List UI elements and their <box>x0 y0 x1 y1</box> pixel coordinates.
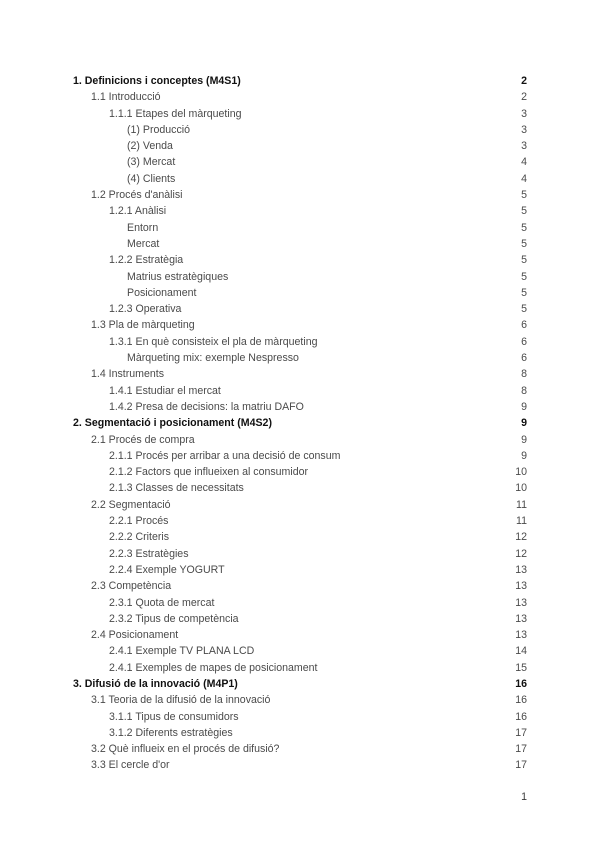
toc-entry-page: 5 <box>521 221 527 234</box>
toc-entry-page: 5 <box>521 254 527 267</box>
toc-entry-page: 5 <box>521 189 527 202</box>
toc-entry-page: 9 <box>521 400 527 413</box>
toc-entry[interactable] <box>0 73 600 89</box>
toc-entry-title: 1.4.2 Presa de decisions: la matriu DAFO <box>109 400 304 413</box>
toc-entry-page: 5 <box>521 270 527 283</box>
toc-entry-title: 2.2.4 Exemple YOGURT <box>109 563 225 576</box>
toc-entry[interactable] <box>0 122 600 138</box>
toc-entry-page: 13 <box>515 629 527 642</box>
toc-entry-page: 9 <box>521 417 527 430</box>
toc-entry-page: 17 <box>515 759 527 772</box>
toc-entry-title: Màrqueting mix: exemple Nespresso <box>127 352 299 365</box>
toc-entry-page: 8 <box>521 384 527 397</box>
toc-entry-title: 1.2.2 Estratègia <box>109 254 184 267</box>
toc-entry[interactable] <box>0 643 600 659</box>
toc-entry-title: 3. Difusió de la innovació (M4P1) <box>73 677 238 690</box>
toc-entry-page: 17 <box>515 726 527 739</box>
toc-entry-title: 2.2 Segmentació <box>91 498 171 511</box>
toc-entry-page: 11 <box>516 498 527 511</box>
toc-entry-title: Mercat <box>127 237 160 250</box>
toc-entry[interactable] <box>0 725 600 741</box>
toc-entry[interactable] <box>0 578 600 594</box>
toc-entry-page: 10 <box>515 482 527 495</box>
toc-entry-title: 3.1.1 Tipus de consumidors <box>109 710 239 723</box>
toc-entry-page: 3 <box>521 123 527 136</box>
toc-entry-page: 6 <box>521 335 527 348</box>
toc-entry-page: 12 <box>515 547 527 560</box>
toc-entry-title: 2. Segmentació i posicionament (M4S2) <box>73 417 272 430</box>
toc-entry-title: (1) Producció <box>127 123 190 136</box>
toc-entry-title: 3.3 El cercle d'or <box>91 759 170 772</box>
toc-entry[interactable] <box>0 562 600 578</box>
toc-entry-page: 13 <box>515 612 527 625</box>
toc-entry-title: 2.3.1 Quota de mercat <box>109 596 215 609</box>
toc-entry-title: 2.2.2 Criteris <box>109 531 170 544</box>
toc-entry[interactable] <box>0 350 600 366</box>
toc-entry-page: 3 <box>521 140 527 153</box>
toc-entry-title: 2.1.1 Procés per arribar a una decisió de consum <box>109 449 341 462</box>
toc-entry[interactable] <box>0 285 600 301</box>
toc-entry-title: 2.2.1 Procés <box>109 515 169 528</box>
toc-entry-title: 2.3 Competència <box>91 580 172 593</box>
toc-entry[interactable] <box>0 154 600 170</box>
toc-entry[interactable] <box>0 415 600 431</box>
toc-entry-title: 1.2 Procés d'anàlisi <box>91 189 183 202</box>
toc-entry-page: 16 <box>515 677 527 690</box>
toc-entry-page: 5 <box>521 205 527 218</box>
toc-entry[interactable] <box>0 464 600 480</box>
toc-entry[interactable] <box>0 660 600 676</box>
toc-entry[interactable] <box>0 757 600 773</box>
toc-entry-title: 2.4 Posicionament <box>91 629 179 642</box>
toc-entry-page: 5 <box>521 303 527 316</box>
toc-entry-page: 15 <box>515 661 527 674</box>
toc-entry-page: 6 <box>521 319 527 332</box>
toc-entry-title: 2.4.1 Exemples de mapes de posicionament <box>109 661 318 674</box>
toc-entry-page: 5 <box>521 286 527 299</box>
toc-entry-page: 13 <box>515 563 527 576</box>
toc-entry-page: 16 <box>515 710 527 723</box>
toc-entry[interactable] <box>0 171 600 187</box>
toc-entry-page: 2 <box>521 91 527 104</box>
toc-entry[interactable] <box>0 383 600 399</box>
toc-entry-title: 1.3 Pla de màrqueting <box>91 319 195 332</box>
toc-entry-title: Matrius estratègiques <box>127 270 229 283</box>
toc-entry-page: 9 <box>521 449 527 462</box>
toc-entry[interactable] <box>0 432 600 448</box>
toc-entry-page: 11 <box>516 515 527 528</box>
toc-entry[interactable] <box>0 301 600 317</box>
toc-entry-page: 16 <box>515 694 527 707</box>
toc-entry-page: 9 <box>521 433 527 446</box>
toc-entry-page: 14 <box>515 645 527 658</box>
toc-entry-title: 2.1.3 Classes de necessitats <box>109 482 244 495</box>
toc-entry[interactable] <box>0 741 600 757</box>
toc-entry[interactable] <box>0 366 600 382</box>
toc-entry-title: 3.1 Teoria de la difusió de la innovació <box>91 694 271 707</box>
toc-entry-page: 4 <box>521 156 527 169</box>
toc-entry[interactable] <box>0 317 600 333</box>
toc-entry[interactable] <box>0 220 600 236</box>
toc-entry[interactable] <box>0 692 600 708</box>
toc-entry[interactable] <box>0 89 600 105</box>
toc-entry-title: 2.1.2 Factors que influeixen al consumidor <box>109 466 309 479</box>
toc-entry-title: 1.3.1 En què consisteix el pla de màrqueting <box>109 335 318 348</box>
toc-entry-title: 2.2.3 Estratègies <box>109 547 189 560</box>
toc-entry-title: 3.2 Què influeix en el procés de difusió? <box>91 743 280 756</box>
toc-entry-title: (2) Venda <box>127 140 173 153</box>
toc-entry-page: 6 <box>521 352 527 365</box>
toc-entry[interactable] <box>0 497 600 513</box>
toc-entry[interactable] <box>0 595 600 611</box>
toc-entry-title: 1.1.1 Etapes del màrqueting <box>109 107 242 120</box>
toc-entry[interactable] <box>0 138 600 154</box>
toc-entry-page: 8 <box>521 368 527 381</box>
toc-entry[interactable] <box>0 236 600 252</box>
page-number: 1 <box>521 791 527 803</box>
toc-entry[interactable] <box>0 709 600 725</box>
table-of-contents <box>0 73 600 774</box>
toc-entry-title: 1.4.1 Estudiar el mercat <box>109 384 221 397</box>
toc-entry-page: 12 <box>515 531 527 544</box>
toc-entry[interactable] <box>0 106 600 122</box>
toc-entry[interactable] <box>0 269 600 285</box>
toc-entry-title: 3.1.2 Diferents estratègies <box>109 726 233 739</box>
toc-entry[interactable] <box>0 627 600 643</box>
toc-entry-title: 2.1 Procés de compra <box>91 433 195 446</box>
toc-entry-title: 1.2.3 Operativa <box>109 303 182 316</box>
toc-entry-title: Entorn <box>127 221 159 234</box>
toc-entry-title: 1.2.1 Anàlisi <box>109 205 167 218</box>
toc-entry-title: (3) Mercat <box>127 156 176 169</box>
toc-entry-title: Posicionament <box>127 286 197 299</box>
toc-entry[interactable] <box>0 448 600 464</box>
toc-entry[interactable] <box>0 187 600 203</box>
toc-entry[interactable] <box>0 203 600 219</box>
toc-entry[interactable] <box>0 546 600 562</box>
toc-entry[interactable] <box>0 399 600 415</box>
toc-entry-page: 17 <box>515 743 527 756</box>
toc-entry-title: 1.1 Introducció <box>91 91 161 104</box>
toc-entry-title: 1. Definicions i conceptes (M4S1) <box>73 75 241 87</box>
toc-entry[interactable] <box>0 529 600 545</box>
toc-entry-title: (4) Clients <box>127 172 176 185</box>
toc-entry[interactable] <box>0 252 600 268</box>
toc-entry[interactable] <box>0 513 600 529</box>
toc-entry-page: 3 <box>521 107 527 120</box>
toc-entry-title: 1.4 Instruments <box>91 368 165 381</box>
toc-entry-page: 5 <box>521 237 527 250</box>
toc-entry-title: 2.4.1 Exemple TV PLANA LCD <box>109 645 255 658</box>
toc-entry-page: 13 <box>515 580 527 593</box>
toc-entry[interactable] <box>0 480 600 496</box>
toc-entry[interactable] <box>0 611 600 627</box>
toc-entry-page: 13 <box>515 596 527 609</box>
toc-entry[interactable] <box>0 676 600 692</box>
toc-entry-title: 2.3.2 Tipus de competència <box>109 612 239 625</box>
toc-entry-page: 2 <box>521 75 527 87</box>
toc-entry[interactable] <box>0 334 600 350</box>
toc-entry-page: 4 <box>521 172 527 185</box>
toc-entry-page: 10 <box>515 466 527 479</box>
